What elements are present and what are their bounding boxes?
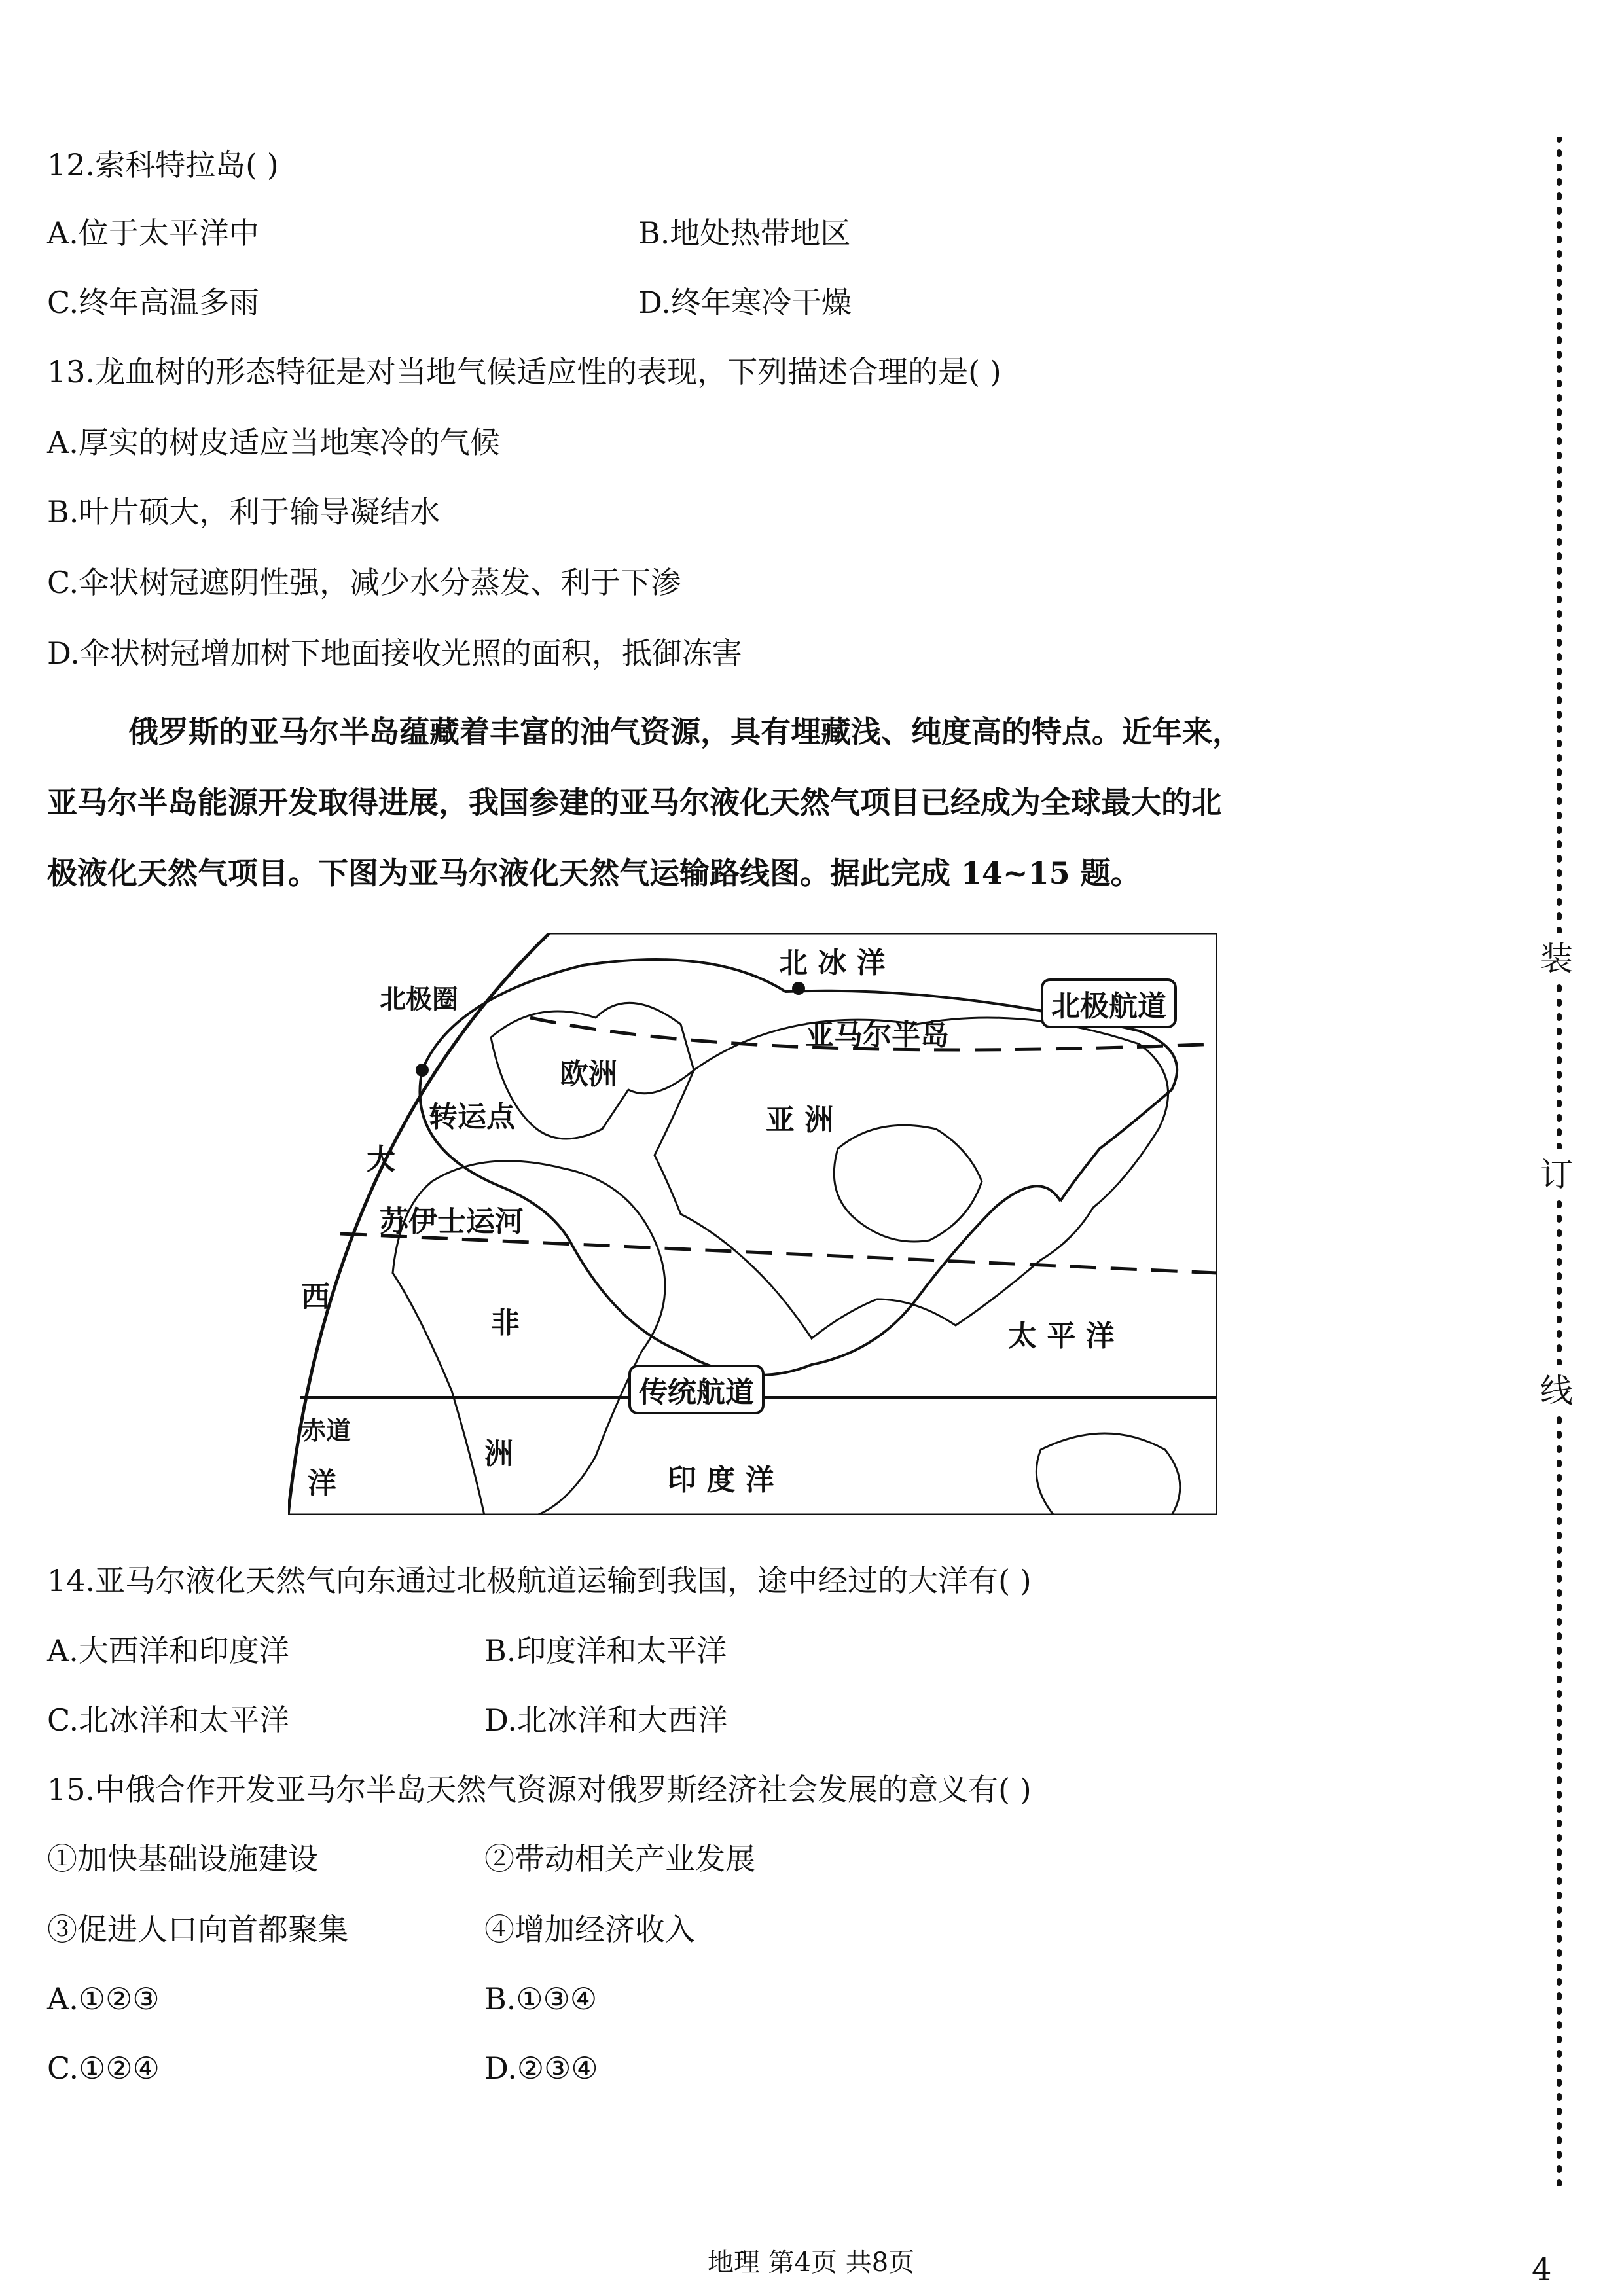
label-atlantic-da: 大 — [367, 1143, 395, 1176]
label-indian-ocean: 印 度 洋 — [668, 1463, 774, 1497]
binding-label-xian: 线 — [1524, 1365, 1589, 1412]
label-suez-canal: 苏伊士运河 — [380, 1205, 524, 1238]
q15-option-c: C.①②④ — [47, 2051, 160, 2086]
intro-line-1: 俄罗斯的亚马尔半岛蕴藏着丰富的油气资源，具有埋藏浅、纯度高的特点。近年来， — [128, 714, 1242, 749]
question-13-stem: 13.龙血树的形态特征是对当地气候适应性的表现，下列描述合理的是( ) — [47, 354, 1001, 389]
label-asia: 亚 洲 — [766, 1103, 834, 1137]
q14-option-c: C.北冰洋和太平洋 — [47, 1702, 290, 1738]
binding-label-ding: 订 — [1524, 1149, 1589, 1196]
q15-option-b: B.①③④ — [484, 1981, 598, 2017]
label-europe: 欧洲 — [560, 1058, 617, 1091]
binding-label-zhuang: 装 — [1524, 933, 1589, 980]
intro-line-3: 极液化天然气项目。下图为亚马尔液化天然气运输路线图。据此完成 14~15 题。 — [47, 855, 1141, 891]
q15-option-a: A.①②③ — [47, 1981, 160, 2017]
q14-option-a: A.大西洋和印度洋 — [47, 1633, 289, 1668]
intro-line-2: 亚马尔半岛能源开发取得进展，我国参建的亚马尔液化天然气项目已经成为全球最大的北 — [47, 785, 1221, 820]
q13-option-b: B.叶片硕大，利于输导凝结水 — [47, 494, 441, 529]
q12-option-c: C.终年高温多雨 — [47, 285, 260, 320]
label-atlantic-yang: 洋 — [308, 1467, 336, 1500]
label-africa-zhou: 洲 — [484, 1437, 513, 1471]
q15-statement-4: ④增加经济收入 — [484, 1912, 695, 1947]
q12-option-a: A.位于太平洋中 — [47, 215, 259, 251]
yamal-point-marker — [792, 982, 805, 995]
label-arctic-circle: 北极圈 — [380, 984, 458, 1014]
q12-option-d: D.终年寒冷干燥 — [638, 285, 852, 320]
question-14-stem: 14.亚马尔液化天然气向东通过北极航道运输到我国，途中经过的大洋有( ) — [47, 1563, 1032, 1598]
q12-option-b: B.地处热带地区 — [638, 215, 851, 251]
label-yamal-peninsula: 亚马尔半岛 — [805, 1018, 949, 1052]
q14-option-d: D.北冰洋和大西洋 — [484, 1702, 728, 1738]
question-15-stem: 15.中俄合作开发亚马尔半岛天然气资源对俄罗斯经济社会发展的意义有( ) — [47, 1772, 1032, 1807]
q15-statement-3: ③促进人口向首都聚集 — [47, 1912, 348, 1947]
q15-option-d: D.②③④ — [484, 2051, 598, 2086]
transfer-point-marker — [416, 1064, 429, 1077]
q14-option-b: B.印度洋和太平洋 — [484, 1633, 727, 1668]
q13-option-d: D.伞状树冠增加树下地面接收光照的面积，抵御冻害 — [47, 636, 742, 671]
q13-option-c: C.伞状树冠遮阴性强，减少水分蒸发、利于下渗 — [47, 565, 681, 600]
label-arctic-route: 北极航道 — [1041, 978, 1177, 1028]
label-atlantic-xi: 西 — [301, 1280, 330, 1314]
q13-option-a: A.厚实的树皮适应当地寒冷的气候 — [47, 425, 500, 460]
label-africa-fei: 非 — [491, 1306, 520, 1340]
label-equator: 赤道 — [301, 1416, 351, 1445]
label-traditional-route: 传统航道 — [628, 1365, 765, 1414]
lng-route-map — [288, 933, 1217, 1515]
label-transfer-point: 转运点 — [429, 1100, 515, 1134]
page-footer: 地理 第4页 共8页 — [707, 2248, 915, 2278]
label-arctic-ocean: 北 冰 洋 — [779, 946, 886, 980]
label-pacific-ocean: 太 平 洋 — [1008, 1319, 1115, 1353]
question-12-stem: 12.索科特拉岛( ) — [47, 147, 279, 183]
q15-statement-1: ①加快基础设施建设 — [47, 1841, 318, 1876]
page-number: 4 — [1532, 2251, 1552, 2288]
q15-statement-2: ②带动相关产业发展 — [484, 1841, 755, 1876]
